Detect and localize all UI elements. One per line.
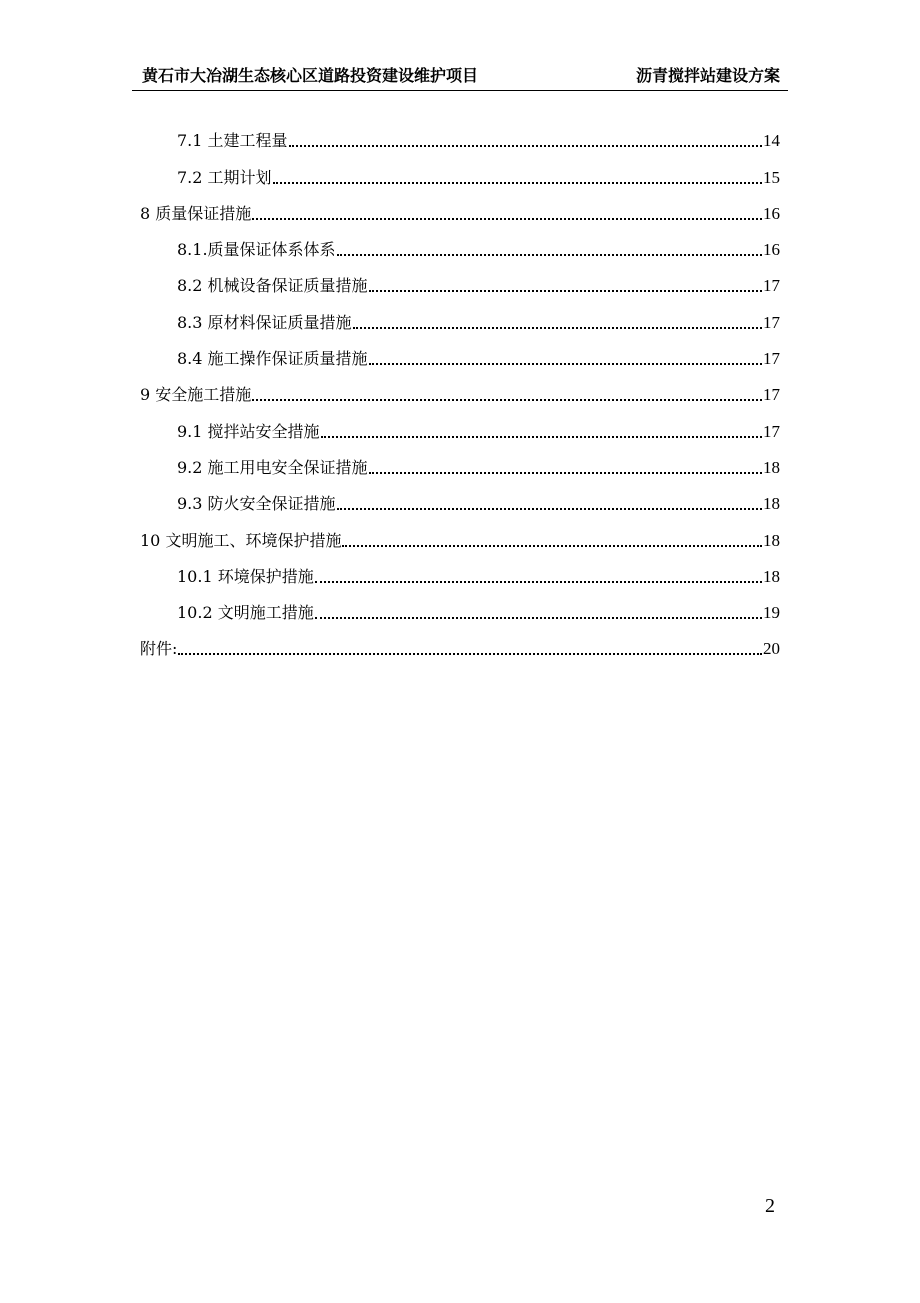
toc-dot-leader <box>337 254 762 256</box>
toc-entry-label: 9.3 防火安全保证措施 <box>177 494 336 514</box>
toc-dot-leader <box>337 508 762 510</box>
toc-entry-10-1[interactable] <box>140 555 780 591</box>
toc-entry-page: 17 <box>763 276 780 296</box>
toc-entry-page: 17 <box>763 349 780 369</box>
toc-dot-leader <box>369 290 762 292</box>
toc-entry-8[interactable] <box>140 192 780 228</box>
toc-entry-page: 15 <box>763 167 780 187</box>
toc-dot-leader <box>252 399 762 401</box>
toc-dot-leader <box>315 581 762 583</box>
toc-entry-label: 附件: <box>140 639 178 659</box>
header-project-title: 黄石市大冶湖生态核心区道路投资建设维护项目 <box>142 66 479 85</box>
toc-entry-8-4[interactable] <box>140 337 780 373</box>
toc-entry-page: 18 <box>763 494 780 514</box>
toc-entry-page: 17 <box>763 312 780 332</box>
toc-entry-9-1[interactable] <box>140 409 780 445</box>
toc-entry-label: 9.2 施工用电安全保证措施 <box>177 457 368 477</box>
toc-entry-label: 8 质量保证措施 <box>140 203 252 223</box>
toc-entry-label: 7.2 工期计划 <box>177 167 272 187</box>
toc-dot-leader <box>353 327 762 329</box>
toc-entry-10-2[interactable] <box>140 591 780 627</box>
toc-entry-label: 9 安全施工措施 <box>140 385 252 405</box>
header-document-title: 沥青搅拌站建设方案 <box>635 66 780 85</box>
toc-entry-label: 10 文明施工、环境保护措施 <box>140 530 342 550</box>
toc-entry-10[interactable] <box>140 518 780 554</box>
toc-dot-leader <box>178 653 762 655</box>
toc-entry-page: 16 <box>763 240 780 260</box>
toc-dot-leader <box>289 145 762 147</box>
toc-entry-page: 19 <box>763 603 780 623</box>
toc-entry-appendix[interactable] <box>140 627 780 663</box>
toc-dot-leader <box>369 472 762 474</box>
toc-entry-page: 14 <box>763 131 780 151</box>
table-of-contents <box>140 119 780 663</box>
toc-entry-7-2[interactable] <box>140 155 780 191</box>
toc-entry-page: 20 <box>763 639 780 659</box>
toc-entry-page: 16 <box>763 203 780 223</box>
page-number: 2 <box>765 1195 775 1217</box>
toc-entry-9-2[interactable] <box>140 446 780 482</box>
toc-entry-label: 8.4 施工操作保证质量措施 <box>177 349 368 369</box>
toc-dot-leader <box>321 436 762 438</box>
toc-entry-9[interactable] <box>140 373 780 409</box>
toc-entry-7-1[interactable] <box>140 119 780 155</box>
toc-entry-label: 10.2 文明施工措施 <box>177 603 314 623</box>
page-header <box>132 66 788 91</box>
toc-entry-label: 8.2 机械设备保证质量措施 <box>177 276 368 296</box>
toc-dot-leader <box>342 545 762 547</box>
toc-entry-label: 8.1.质量保证体系体系 <box>177 240 336 260</box>
toc-entry-page: 17 <box>763 421 780 441</box>
toc-entry-page: 18 <box>763 530 780 550</box>
toc-entry-label: 8.3 原材料保证质量措施 <box>177 312 352 332</box>
toc-dot-leader <box>315 617 762 619</box>
toc-entry-page: 17 <box>763 385 780 405</box>
toc-entry-9-3[interactable] <box>140 482 780 518</box>
toc-entry-8-1[interactable] <box>140 228 780 264</box>
toc-dot-leader <box>252 218 762 220</box>
toc-entry-label: 10.1 环境保护措施 <box>177 566 314 586</box>
toc-entry-page: 18 <box>763 457 780 477</box>
toc-dot-leader <box>273 182 762 184</box>
toc-entry-label: 9.1 搅拌站安全措施 <box>177 421 320 441</box>
toc-entry-8-3[interactable] <box>140 300 780 336</box>
toc-dot-leader <box>369 363 762 365</box>
toc-entry-page: 18 <box>763 566 780 586</box>
toc-entry-label: 7.1 土建工程量 <box>177 131 288 151</box>
toc-entry-8-2[interactable] <box>140 264 780 300</box>
